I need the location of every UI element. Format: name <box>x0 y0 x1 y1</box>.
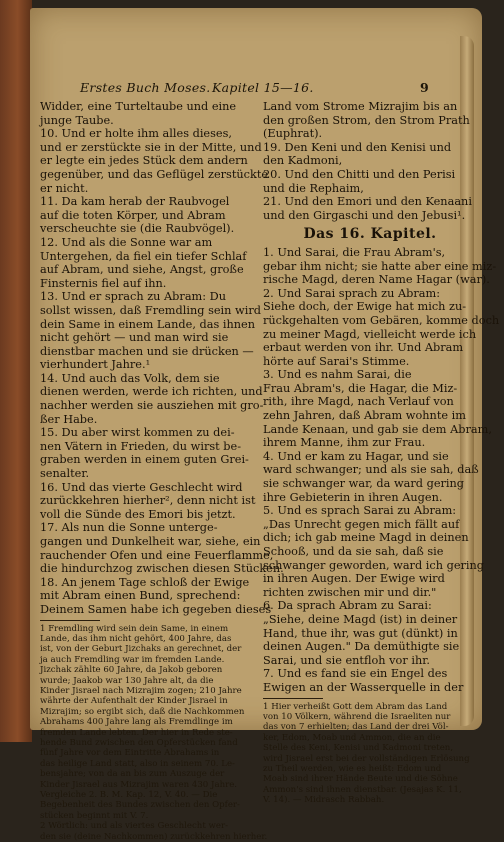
footnote-line: Stelle des Keni, Kenisi und Kadmoni treten, <box>263 743 454 754</box>
footnote-line: Kinder Jisrael nach Mizrajim zogen; 210 Jahre <box>40 686 242 696</box>
right-footnotes <box>263 702 477 806</box>
text-line: Frau Abram's, die Hagar, die Miz- <box>263 381 458 395</box>
text-line: nachher werden sie ausziehen mit gro- <box>40 399 264 413</box>
footnote-line: ker, Edom, Moab und Ammon, die an die <box>263 732 441 743</box>
footnote-line: währte der Aufenthalt der Kinder Jisrael in <box>40 696 228 707</box>
footnote-line: fremden Lande lebten. Der hier in Rede ste- <box>40 727 233 738</box>
text-line: die hindurchzog zwischen diesen Stücken. <box>40 562 284 576</box>
footnote-line: das heilige Land statt, also in seinem 70. Le- <box>40 758 235 769</box>
text-line: „Siehe, deine Magd (ist) in deiner <box>263 612 458 626</box>
text-line: ward schwanger; und als sie sah, daß <box>263 463 479 477</box>
chapter-heading: Das 16. Kapitel. <box>303 226 437 243</box>
text-line: 12. Und als die Sonne war am <box>40 235 213 249</box>
book-cover-edge <box>0 0 32 742</box>
text-line: hörte auf Sarai's Stimme. <box>263 354 410 368</box>
left-footnotes <box>40 623 268 842</box>
text-line: ßer Habe. <box>40 412 98 426</box>
text-line: rische Magd, deren Name Hagar (war). <box>263 273 490 287</box>
footnote-line: fünf Jahre vor dem Eintritte Abrahams in <box>40 748 220 759</box>
text-line: Sarai, und sie entfloh vor ihr. <box>263 653 430 667</box>
text-line: den großen Strom, den Strom Prath <box>263 113 470 127</box>
text-line: auf die toten Körper, und Abram <box>40 208 226 222</box>
text-line: 20. Und den Chitti und den Perisi <box>263 167 456 181</box>
text-line: 3. Und es nahm Sarai, die <box>263 368 412 382</box>
footnote-line: ist, von der Geburt Jizchaks an gerechnet, der <box>40 644 242 655</box>
right-column-text-bottom <box>263 245 500 695</box>
footnote-line: das von 7 erhielten; das Land der drei Völ- <box>263 722 449 733</box>
text-line: auf Abram, und siehe, Angst, große <box>40 263 244 277</box>
text-line: zehn Jahren, daß Abram wohnte im <box>263 409 466 423</box>
footnote-separator <box>263 698 323 699</box>
text-line: sie schwanger war, da ward gering <box>263 477 465 491</box>
footnote-line: den sie (deine Nachkommen) zurückkehren hierher. <box>40 831 268 842</box>
text-line: graben werden in einem guten Grei- <box>40 453 249 467</box>
footnote-line: Begebenheit des Bundes zwischen den Opfer- <box>40 800 240 811</box>
footnote-line: ja auch Fremdling war im fremden Lande. <box>40 654 225 665</box>
text-line: dich; ich gab meine Magd in deinen <box>263 531 469 545</box>
text-line: vierhundert Jahre.¹ <box>40 358 151 372</box>
footnote-separator <box>40 620 100 621</box>
footnote-line: stücken beginnt mit V. 7. <box>40 810 149 821</box>
footnote-line: 1 Hier verheißt Gott dem Abram das Land <box>263 701 448 712</box>
text-line: 11. Da kam herab der Raubvogel <box>40 195 230 209</box>
footnote-line: Ammon's sind ihnen dienstbar. (Jesajas K. 11, <box>263 784 462 795</box>
text-line: Lande Kenaan, und gab sie dem Abram, <box>263 422 492 436</box>
text-line: 17. Als nun die Sonne unterge- <box>40 521 218 535</box>
text-line: Deinem Samen habe ich gegeben dieses <box>40 602 272 616</box>
page-number: 9 <box>420 80 429 95</box>
text-line: Siehe doch, der Ewige hat mich zu- <box>263 300 467 314</box>
text-line: voll die Sünde des Emori bis jetzt. <box>40 507 236 521</box>
text-line: 7. Und es fand sie ein Engel des <box>263 667 448 681</box>
text-line: ihre Gebieterin in ihren Augen. <box>263 490 443 504</box>
footnote-line: 1 Fremdling wird sein dein Same, in einem <box>40 623 229 634</box>
text-line: Widder, eine Turteltaube und eine <box>40 100 237 113</box>
left-column-text <box>40 100 284 617</box>
text-line: senalter. <box>40 467 90 481</box>
text-line: dein Same in einem Lande, das ihnen <box>40 317 255 331</box>
text-line: rith, ihre Magd, nach Verlauf von <box>263 395 454 409</box>
header-chapter-range: Kapitel 15—16. <box>212 80 314 95</box>
text-line: und die Rephaim, <box>263 181 364 195</box>
text-line: ihrem Manne, ihm zur Frau. <box>263 436 426 450</box>
footnote-line: hende Bund zwischen den Opferstücken fand <box>40 738 238 749</box>
text-line: erbaut werden von ihr. Und Abram <box>263 341 464 355</box>
text-line: schwanger geworden, ward ich gering <box>263 558 485 572</box>
text-line: deinen Augen." Da demüthigte sie <box>263 640 460 654</box>
text-line: zurückkehren hierher², denn nicht ist <box>40 494 256 508</box>
text-line: 6. Da sprach Abram zu Sarai: <box>263 599 432 613</box>
text-line: 19. Den Keni und den Kenisi und <box>263 140 452 154</box>
text-line: 10. Und er holte ihm alles dieses, <box>40 127 232 141</box>
text-line: den Kadmoni, <box>263 154 343 168</box>
footnote-line: Vergleiche 2. B. M. Kap. 12, V. 40. — Die <box>40 790 218 801</box>
text-line: nen Vätern in Frieden, du wirst be- <box>40 439 242 453</box>
text-line: zu meiner Magd, vielleicht werde ich <box>263 327 477 341</box>
text-line: 4. Und er kam zu Hagar, und sie <box>263 449 449 463</box>
text-line: 13. Und er sprach zu Abram: Du <box>40 290 226 304</box>
text-line: 1. Und Sarai, die Frau Abram's, <box>263 245 446 259</box>
text-line: Ewigen an der Wasserquelle in der <box>263 680 464 694</box>
text-line: sollst wissen, daß Fremdling sein wird <box>40 303 261 317</box>
text-line: rückgehalten vom Gebären, komme doch <box>263 313 500 327</box>
text-line: richten zwischen mir und dir." <box>263 585 437 599</box>
text-line: dienstbar machen und sie drücken — <box>40 344 254 358</box>
text-line: 14. Und auch das Volk, dem sie <box>40 371 220 385</box>
text-line: gebar ihm nicht; sie hatte aber eine miz- <box>263 259 497 273</box>
footnote-line: Jizchak zählte 60 Jahre, da Jakob geboren <box>40 665 223 676</box>
text-line: (Euphrat). <box>263 127 323 141</box>
footnote-line: von 10 Völkern, während die Israeliten nur <box>263 711 451 722</box>
text-line: nicht gehört — und man wird sie <box>40 331 229 345</box>
footnote-line: 2 Wörtlich: und als viertes Geschlecht wer- <box>40 821 228 832</box>
text-line: mit Abram einen Bund, sprechend: <box>40 589 241 603</box>
right-column-text-top <box>263 100 477 222</box>
text-line: 2. Und Sarai sprach zu Abram: <box>263 286 441 300</box>
footnote-line: wird Jisrael erst bei der vollständigen Erlösung <box>263 753 470 764</box>
footnote-line: wurde; Jaakob war 130 Jahre alt, da die <box>40 675 214 686</box>
footnote-line: Moab sind ihrer Hände Beute und die Söhne <box>263 774 458 785</box>
footnote-line: V. 14). — Midrasch Rabbah. <box>263 795 385 806</box>
text-line: in ihren Augen. Der Ewige wird <box>263 572 445 586</box>
text-line: verscheuchte sie (die Raubvögel). <box>40 222 235 236</box>
footnote-line: Lande, das ihm nicht gehört, 400 Jahre, das <box>40 633 232 644</box>
left-column <box>40 100 284 842</box>
header-book-title: Erstes Buch Moses. <box>80 80 211 95</box>
text-line: 16. Und das vierte Geschlecht wird <box>40 480 243 494</box>
text-line: Finsternis fiel auf ihn. <box>40 276 167 290</box>
text-line: Hand, thue ihr, was gut (dünkt) in <box>263 626 458 640</box>
text-line: Schooß, und da sie sah, daß sie <box>263 545 444 558</box>
text-line: und den Girgaschi und den Jebusi¹. <box>263 208 466 222</box>
text-line: „Das Unrecht gegen mich fällt auf <box>263 517 460 531</box>
text-line: dienen werden, werde ich richten, und <box>40 385 263 399</box>
text-line: junge Taube. <box>40 113 114 127</box>
text-line: und er zerstückte sie in der Mitte, und <box>40 140 262 154</box>
footnote-line: zu Theil werden, wie es heißt: Edom und <box>263 763 442 774</box>
footnote-line: bensjahre; von da an bis zum Auszuge der <box>40 769 225 780</box>
text-line: rauchender Ofen und eine Feuerflamme, <box>40 548 274 562</box>
text-line: Untergehen, da fiel ein tiefer Schlaf <box>40 249 247 263</box>
text-line: er nicht. <box>40 181 89 195</box>
text-line: Land vom Strome Mizrajim bis an <box>263 100 458 113</box>
text-line: er legte ein jedes Stück dem andern <box>40 154 248 168</box>
right-column <box>263 100 500 806</box>
text-line: 21. Und den Emori und den Kenaani <box>263 195 472 209</box>
text-line: 15. Du aber wirst kommen zu dei- <box>40 426 235 440</box>
footnote-line: Kinder Jisrael aus Mizrajim waren 430 Jahre. <box>40 779 238 790</box>
text-line: gangen und Dunkelheit war, siehe, ein <box>40 535 261 548</box>
footnote-line: Mizrajim; so ergibt sich, daß die Nachkommen <box>40 706 245 717</box>
text-line: gegenüber, und das Geflügel zerstückte <box>40 167 269 181</box>
text-line: 18. An jenem Tage schloß der Ewige <box>40 575 250 589</box>
footnote-line: Abrahams 400 Jahre lang als Fremdlinge im <box>40 717 233 728</box>
text-line: 5. Und es sprach Sarai zu Abram: <box>263 504 457 518</box>
